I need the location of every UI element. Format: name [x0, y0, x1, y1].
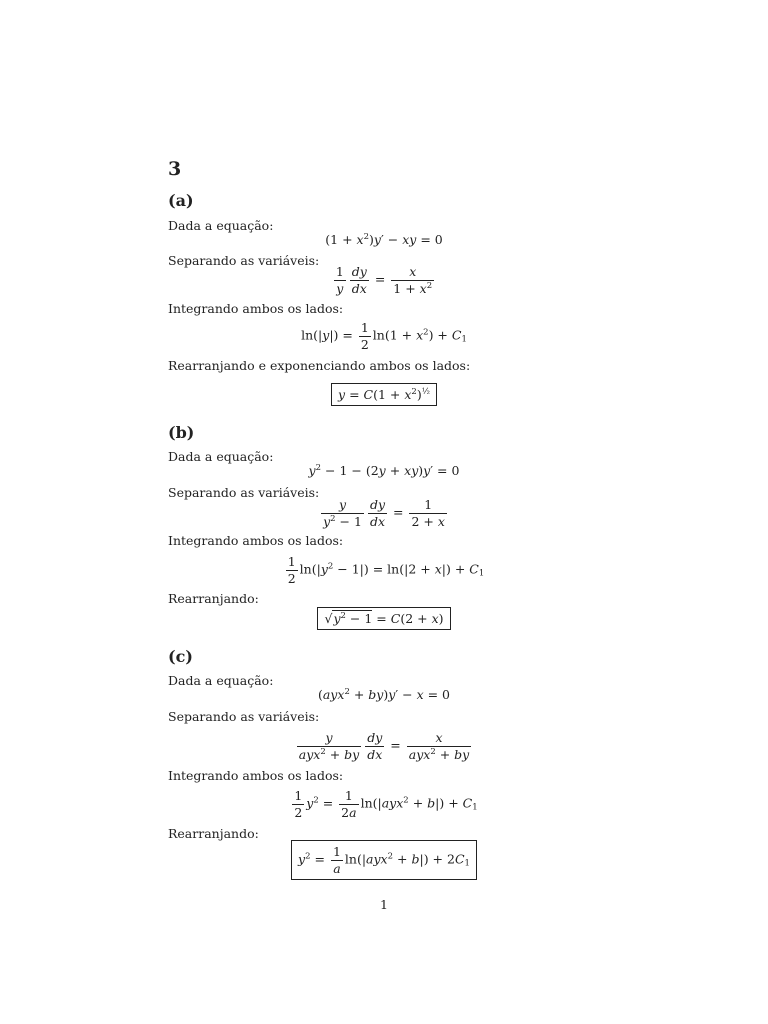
part-a-separated: $\frac{1}{y}$ $\frac{dy}{dx}$ = $\frac{x}{1 + x^2}$ [335, 264, 433, 296]
part-a-step-integrate: Integrando ambos os lados: [168, 301, 344, 316]
part-c-label: (c) [168, 647, 193, 666]
part-c-integrated: $\frac{1}{2}$ $y^2$ = $\frac{1}{2a}$ $\ln(|ayx^2 + b|) + C_1$ [294, 788, 478, 820]
part-c-step-given: Dada a equação: [168, 673, 274, 688]
part-c-equation: (ayx$^2$ + by)y′ − x = 0 [317, 687, 451, 702]
page-number: 1 [380, 897, 388, 912]
part-a-result: $y = C(1 + x^2)^{\frac{1}{2}}$ [0, 383, 768, 406]
section-number: 3 [168, 158, 182, 180]
part-c-separated: y ayx$^2$ + by $\frac{dy}{dx}$ = x ayx$^2$ + by [298, 730, 470, 762]
part-c-step-rearrange: Rearranjando: [168, 826, 259, 841]
part-b-step-given: Dada a equação: [168, 449, 274, 464]
part-a-step-rearrange: Rearranjando e exponenciando ambos os lados: [168, 358, 471, 373]
part-b-integrated: $\frac{1}{2}$ $\ln(|y^2 - 1|) = \ln(|2 + x|) + C_1$ [287, 554, 485, 586]
part-b-step-integrate: Integrando ambos os lados: [168, 533, 344, 548]
part-a-equation: $(1 + x^2)y'$ − xy = 0 [325, 232, 443, 247]
part-a-integrated: ln(|y|) = $\frac{1}{2}$ $\ln(1 + x^2) + C_1$ [301, 320, 467, 352]
part-b-step-separate: Separando as variáveis: [168, 485, 320, 500]
part-c-result: $y^2$ = $\frac{1}{a}$ $\ln(|ayx^2 + b|) + 2C_1$ [0, 840, 768, 880]
part-c-step-integrate: Integrando ambos os lados: [168, 768, 344, 783]
part-a-step-given: Dada a equação: [168, 218, 274, 233]
part-a-step-separate: Separando as variáveis: [168, 253, 320, 268]
part-b-step-rearrange: Rearranjando: [168, 591, 259, 606]
part-b-equation: $y^2 - 1 - (2y + xy)y' = 0$ [308, 463, 460, 478]
part-a-label: (a) [168, 191, 194, 210]
part-b-separated: $\frac{y}{y^2 - 1}$ $\frac{dy}{dx}$ = $\frac{1}{2 + x}$ [323, 497, 445, 529]
part-b-label: (b) [168, 423, 195, 442]
part-c-step-separate: Separando as variáveis: [168, 709, 320, 724]
part-b-result: $√y^2 - 1 = C(2 + x)$ [0, 607, 768, 630]
